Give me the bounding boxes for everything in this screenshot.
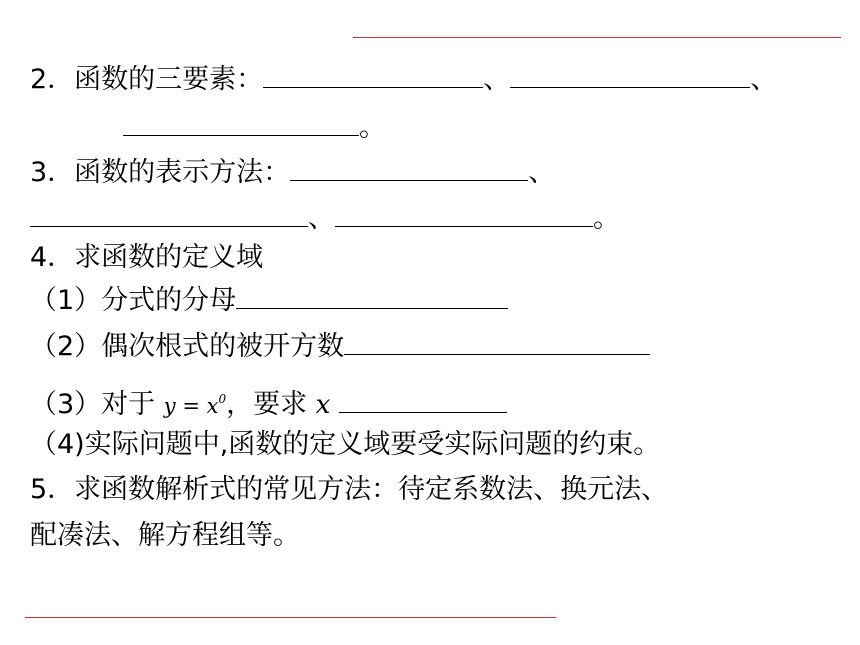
item-4-sub-3-prefix: （3）对于 <box>30 389 156 420</box>
item-3-prefix: 3．函数的表示方法： <box>30 157 291 188</box>
item-2-end: 。 <box>359 112 386 143</box>
item-3-line-1 <box>30 157 555 189</box>
item-4-sub-3 <box>30 383 507 420</box>
item-2-blank-2 <box>510 65 750 88</box>
item-2-sep-1: 、 <box>483 64 511 95</box>
item-3-blank-1 <box>290 158 528 181</box>
formula-base: y = x <box>163 394 219 418</box>
item-3-end: 。 <box>593 203 620 234</box>
item-4-sub-1 <box>30 285 508 317</box>
item-2-prefix: 2．函数的三要素： <box>30 64 264 95</box>
item-4-heading: 4．求函数的定义域 <box>30 242 264 273</box>
item-5-line-1: 5．求函数解析式的常见方法：待定系数法、换元法、 <box>30 474 669 505</box>
item-3-line-2 <box>30 203 620 235</box>
item-3-blank-3 <box>335 204 593 227</box>
item-4-sub-1-blank <box>236 286 508 309</box>
item-4-sub-2-blank <box>344 332 650 355</box>
item-4-sub-3-formula <box>164 394 226 418</box>
item-4-sub-3-blank <box>339 390 507 413</box>
item-3-sep-2: 、 <box>308 203 335 234</box>
bottom-accent-line <box>25 617 556 618</box>
item-4-sub-1-text: （1）分式的分母 <box>30 285 237 316</box>
item-3-blank-2 <box>30 204 308 227</box>
item-2-sep-2: 、 <box>750 64 778 95</box>
item-4-sub-3-variable: x <box>315 390 331 420</box>
item-2-line-2 <box>123 112 386 144</box>
item-3-sep-1: 、 <box>528 157 556 188</box>
item-4-sub-4: （4)实际问题中,函数的定义域要受实际问题的约束。 <box>30 429 661 460</box>
item-2-blank-3 <box>123 113 359 136</box>
item-2-line-1 <box>30 64 777 96</box>
item-4-sub-2-text: （2）偶次根式的被开方数 <box>30 331 345 362</box>
item-4-sub-3-mid: ，要求 <box>226 389 308 420</box>
top-accent-line <box>353 37 841 38</box>
item-5-line-2: 配凑法、解方程组等。 <box>30 520 300 551</box>
item-4-sub-2 <box>30 331 650 363</box>
item-2-blank-1 <box>263 65 483 88</box>
formula-exponent: 0 <box>218 392 227 406</box>
